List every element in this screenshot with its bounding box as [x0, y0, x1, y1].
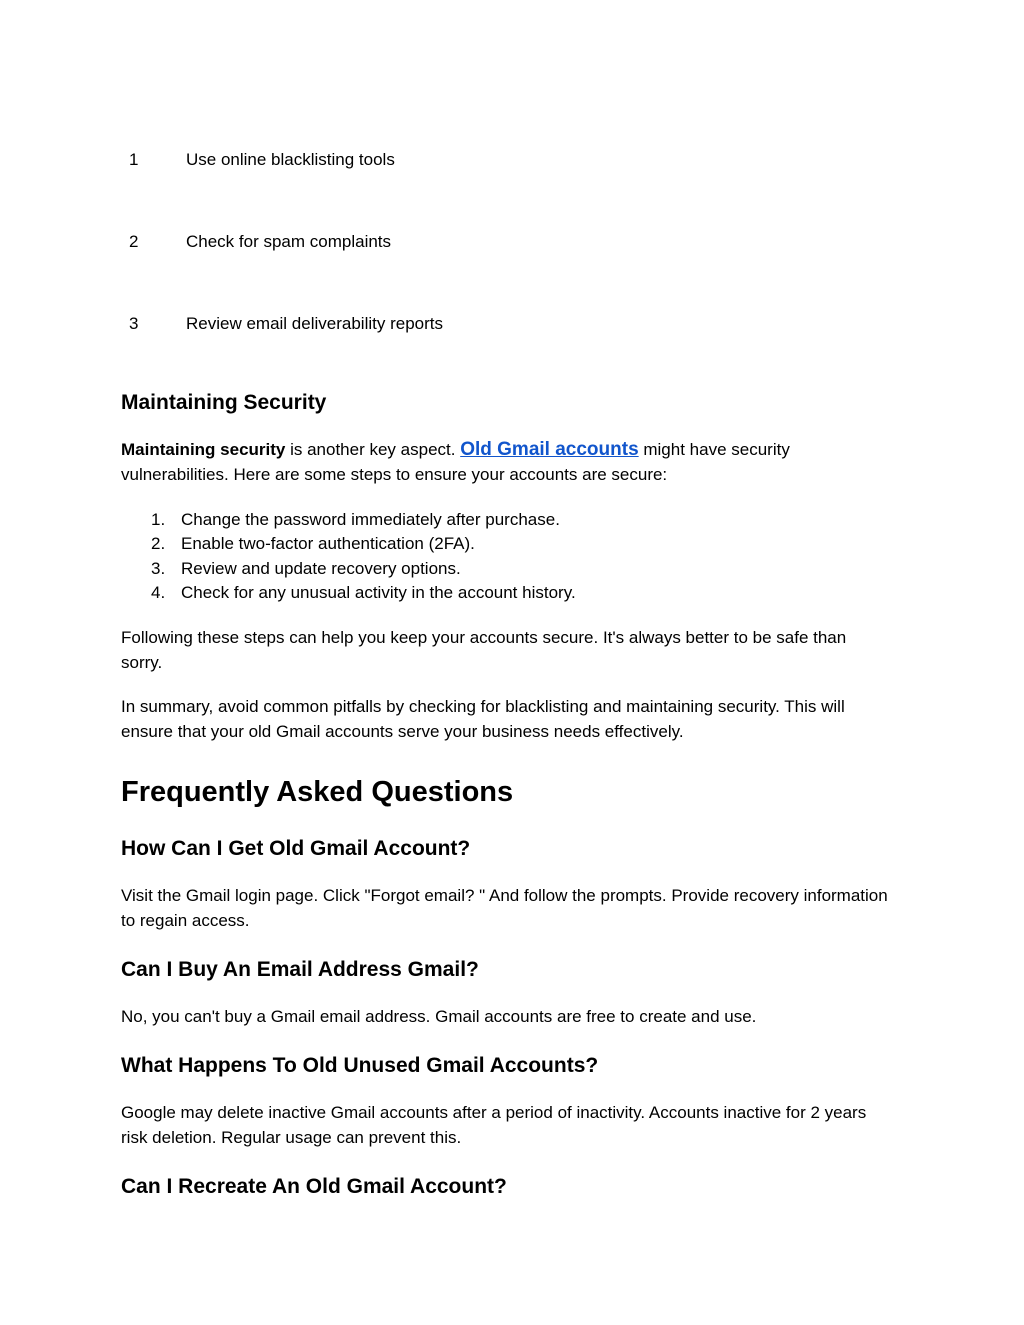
list-number: 4.	[151, 582, 166, 602]
faq-question: Can I Recreate An Old Gmail Account?	[121, 1175, 507, 1198]
list-item-text: Enable two-factor authentication (2FA).	[181, 534, 475, 554]
list-item	[121, 581, 576, 605]
row-text: Use online blacklisting tools	[186, 150, 395, 169]
faq-answer: No, you can't buy a Gmail email address. Gmail accounts are free to create and use.	[121, 1007, 757, 1026]
intro-text-continued: might have security vulnerabilities. Here are some steps to ensure your accounts are secure:	[121, 440, 790, 484]
intro-bold-text: Maintaining security	[121, 440, 286, 459]
intro-text: is another key aspect.	[285, 440, 461, 459]
faq-answer: Visit the Gmail login page. Click "Forgot email? " And follow the prompts. Provide recovery information to regain access.	[121, 886, 888, 930]
faq-question: Can I Buy An Email Address Gmail?	[121, 958, 479, 981]
list-item	[121, 508, 576, 532]
faq-heading: Frequently Asked Questions	[121, 776, 514, 808]
row-number: 1	[129, 150, 139, 169]
table-row	[121, 314, 721, 338]
row-text: Check for spam complaints	[186, 232, 392, 251]
list-number: 1.	[151, 510, 166, 529]
section-heading-security: Maintaining Security	[121, 391, 327, 414]
list-item-text: Review and update recovery options.	[181, 558, 461, 578]
old-gmail-accounts-link[interactable]: Old Gmail accounts	[460, 439, 639, 460]
table-row	[121, 232, 721, 256]
faq-answer: Google may delete inactive Gmail accounts after a period of inactivity. Accounts inactive for 2 years risk deletion. Regular usage can prevent this.	[121, 1103, 867, 1147]
list-item-text: Change the password immediately after purchase.	[181, 510, 560, 529]
summary-paragraph: In summary, avoid common pitfalls by checking for blacklisting and maintaining security. This will ensure that your old Gmail accounts serve your business needs effectively.	[121, 697, 845, 741]
row-number: 2	[129, 232, 139, 251]
list-item-text: Check for any unusual activity in the account history.	[181, 582, 576, 602]
faq-question: What Happens To Old Unused Gmail Accounts?	[121, 1054, 599, 1077]
list-item	[121, 532, 576, 556]
table-row	[121, 150, 721, 174]
follow-up-paragraph: Following these steps can help you keep your accounts secure. It's always better to be safe than sorry.	[121, 628, 847, 672]
row-text: Review email deliverability reports	[186, 314, 443, 333]
security-intro-paragraph	[121, 438, 891, 487]
list-number: 3.	[151, 558, 166, 578]
security-steps-list	[121, 508, 576, 605]
faq-question: How Can I Get Old Gmail Account?	[121, 837, 471, 860]
row-number: 3	[129, 314, 139, 333]
list-item	[121, 557, 576, 581]
list-number: 2.	[151, 534, 166, 554]
